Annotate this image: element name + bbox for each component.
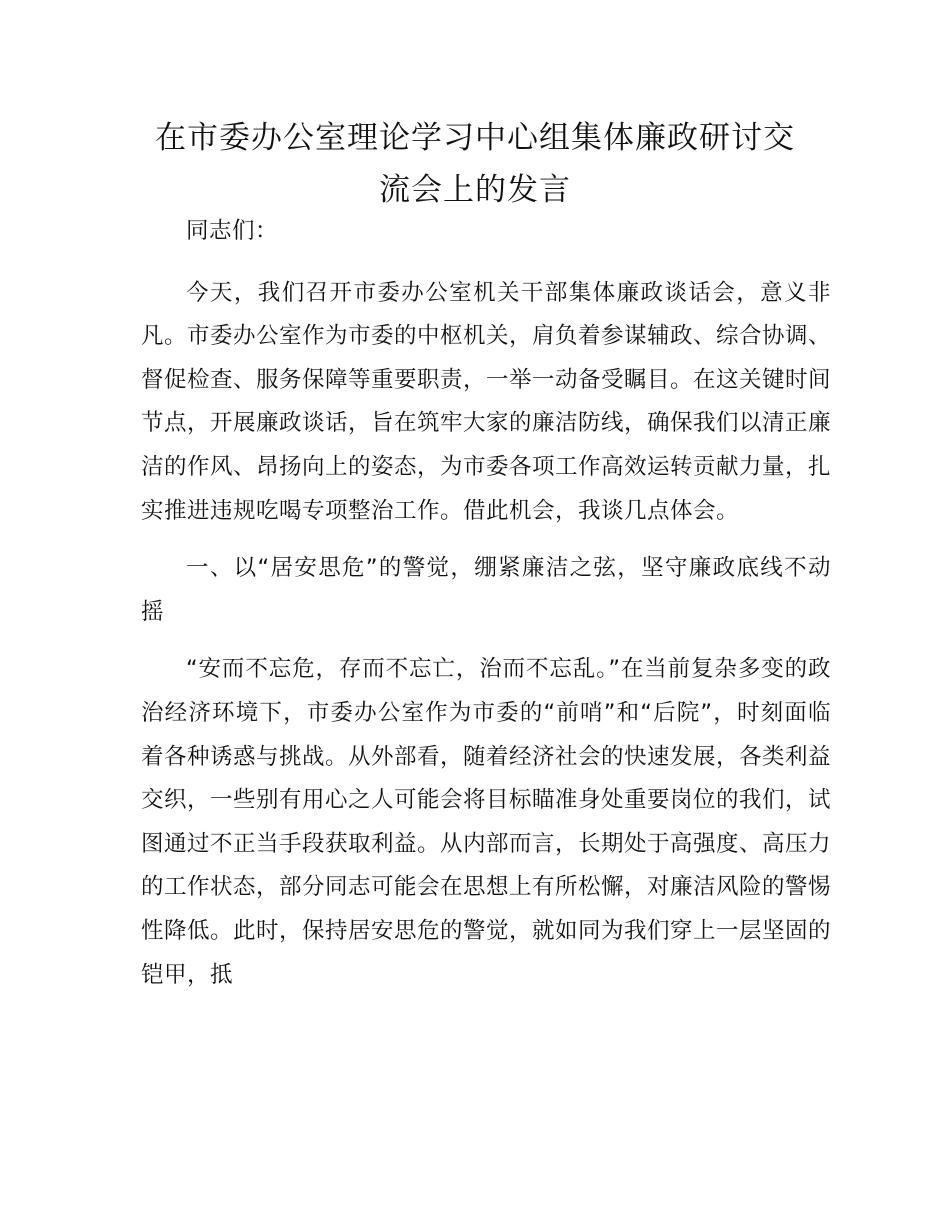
paragraph-intro: 今天，我们召开市委办公室机关干部集体廉政谈话会，意义非凡。市委办公室作为市委的中枢机关，肩负着参谋辅政、综合协调、督促检查、服务保障等重要职责，一举一动备受瞩目。在这关键时间节点，开展廉政谈话，旨在筑牢大家的廉洁防线，确保我们以清正廉洁的作风、昂扬向上的姿态，为市委各项工作高效运转贡献力量，扎实推进违规吃喝专项整治工作。借此机会，我谈几点体会。 xyxy=(141,279,832,524)
greeting: 同志们： xyxy=(186,218,279,244)
section-heading-1: 一、以“居安思危”的警觉，绷紧廉洁之弦，坚守廉政底线不动摇 xyxy=(141,555,831,625)
document-title: 在市委办公室理论学习中心组集体廉政研讨交流会上的发言 xyxy=(155,120,795,208)
paragraph-section-1: “安而不忘危，存而不忘亡，治而不忘乱。”在当前复杂多变的政治经济环境下，市委办公室作为市委的“前哨”和“后院”，时刻面临着各种诱惑与挑战。从外部看，随着经济社会的快速发展，各类利益交织，一些别有用心之人可能会将目标瞄准身处重要岗位的我们，试图通过不正当手段获取利益。从内部而言，长期处于高强度、高压力的工作状态，部分同志可能会在思想上有所松懈，对廉洁风险的警惕性降低。此时，保持居安思危的警觉，就如同为我们穿上一层坚固的铠甲，抵 xyxy=(141,656,832,988)
document-body xyxy=(141,210,831,997)
